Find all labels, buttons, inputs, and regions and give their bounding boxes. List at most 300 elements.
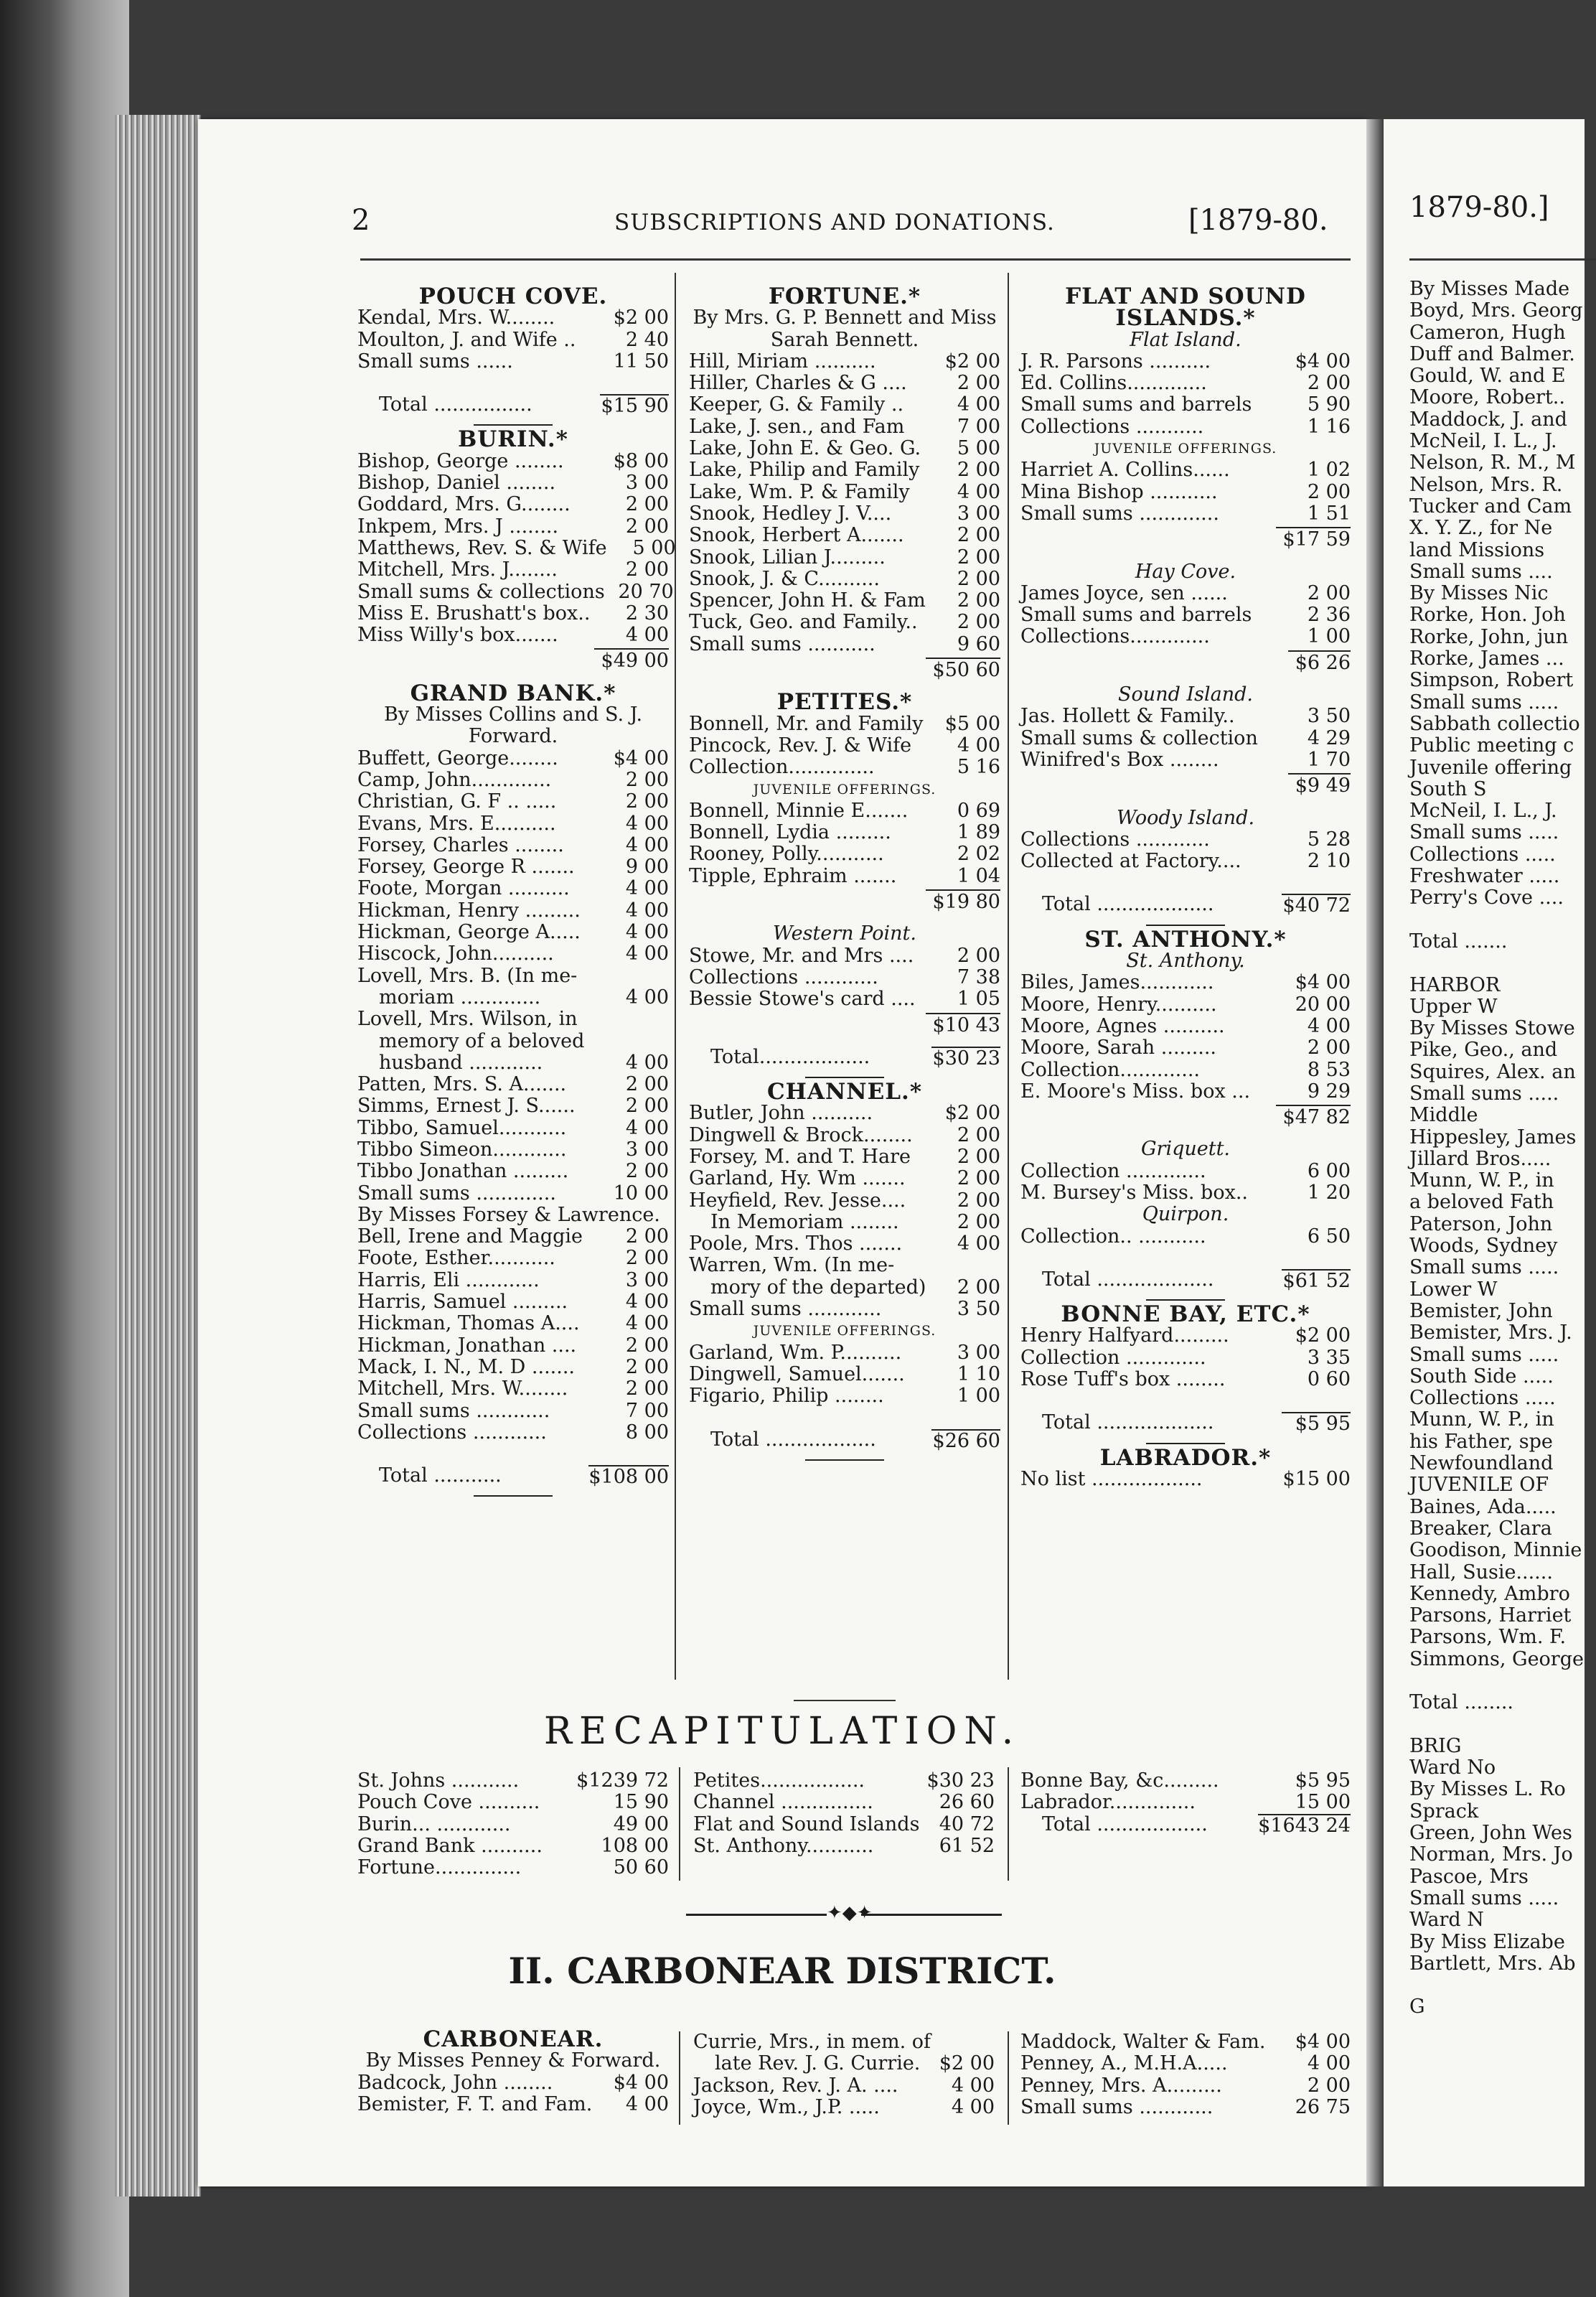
entry-row [357, 307, 669, 329]
entry-row [689, 1146, 1000, 1168]
next-page-line: Moore, Robert.. [1409, 386, 1565, 409]
column-2 [689, 286, 1000, 1464]
next-page-line: JUVENILE OF [1409, 1474, 1549, 1497]
section-rule [805, 1077, 884, 1078]
entry-amount: 5 16 [957, 756, 1000, 779]
entry-amount: 4 00 [625, 877, 669, 900]
subsection-heading: Woody Island. [1116, 806, 1255, 829]
entry-amount: 5 28 [1307, 828, 1351, 851]
entry-row [689, 1299, 1000, 1320]
spacer [357, 373, 669, 394]
next-page-line: Munn, W. P., in [1409, 1408, 1554, 1431]
entry-row [357, 516, 669, 538]
entry-name: late Rev. J. G. Currie. [715, 2052, 921, 2075]
entry-row [1020, 972, 1351, 993]
entry-amount: 5 90 [1307, 393, 1351, 416]
section-rule [474, 1495, 553, 1497]
entry-name: Snook, Herbert A....... [689, 524, 904, 547]
entry-amount: $4 00 [1295, 971, 1351, 994]
entry-amount: 10 00 [613, 1182, 669, 1204]
district-col-1 [357, 2026, 669, 2115]
entry-amount: 4 00 [625, 812, 669, 835]
entry-row [357, 472, 669, 494]
entry-amount: 3 50 [1307, 705, 1351, 728]
district-divider [679, 2031, 680, 2125]
subsection-heading: Hay Cove. [1135, 560, 1236, 583]
entry-amount: 9 00 [625, 856, 669, 879]
left-page [198, 119, 1366, 2186]
entry-row [689, 634, 1000, 655]
next-page-line: G [1409, 1996, 1425, 2018]
entry-amount: $2 00 [944, 1102, 1000, 1125]
next-page-line: Parsons, Wm. F. [1409, 1626, 1567, 1649]
entry-name: Small sums and barrels [1020, 604, 1252, 627]
entry-name: Hickman, Henry ......... [357, 899, 581, 922]
entry-amount [931, 1255, 1000, 1276]
entry-amount: $2 00 [944, 350, 1000, 373]
next-page-line: By Miss Elizabe [1409, 1930, 1565, 1953]
entry-amount: 15 00 [1295, 1791, 1351, 1814]
entry-amount: $2 00 [613, 307, 669, 329]
entry-amount: 26 75 [1295, 2095, 1351, 2118]
total-row [1020, 1412, 1351, 1435]
entry-amount: 4 00 [625, 986, 669, 1009]
entry-name: Foote, Morgan .......... [357, 877, 570, 900]
subtotal-amount: $50 60 [926, 658, 1000, 681]
section-heading: CHANNEL.* [766, 1079, 923, 1105]
entry-row [689, 1190, 1000, 1212]
entry-row [693, 2053, 995, 2074]
entry-row [357, 1291, 669, 1313]
entry-amount: 6 00 [1307, 1159, 1351, 1182]
recap-col-3 [1020, 1770, 1351, 1837]
entry-name: Lake, Wm. P. & Family [689, 480, 910, 503]
entry-name: Lovell, Mrs. B. (In me- [357, 964, 578, 987]
entry-row [357, 2094, 669, 2115]
entry-row [1020, 994, 1351, 1016]
entry-name: Lovell, Mrs. Wilson, in [357, 1008, 578, 1031]
entry-amount: $30 23 [932, 1047, 1000, 1070]
entry-name: Spencer, John H. & Fam [689, 589, 926, 612]
entry-amount: 1 10 [957, 1362, 1000, 1385]
entry-row [1020, 2053, 1351, 2074]
entry-row [357, 1335, 669, 1357]
entry-row [357, 1226, 669, 1248]
entry-name: Forsey, M. and T. Hare [689, 1145, 911, 1168]
page-number: 2 [352, 204, 370, 237]
entry-row [1020, 416, 1351, 438]
section-heading: BONNE BAY, ETC.* [1061, 1301, 1310, 1328]
entry-name: Grand Bank .......... [357, 1834, 543, 1857]
entry-amount: 2 00 [1307, 372, 1351, 395]
entry-name: Joyce, Wm., J.P. ..... [693, 2095, 880, 2118]
entry-name: Labrador.............. [1020, 1791, 1196, 1814]
entry-row [689, 1233, 1000, 1255]
district-title: II. CARBONEAR DISTRICT. [508, 1950, 1056, 1992]
entry-name: No list .................. [1020, 1467, 1203, 1490]
entry-name: Small sums ............. [357, 1182, 556, 1204]
entry-amount: 2 00 [625, 1160, 669, 1183]
next-page-line [1409, 1975, 1584, 1996]
entry-amount: 49 00 [613, 1812, 669, 1835]
next-page-line: Small sums ..... [1409, 1082, 1559, 1105]
next-page-line: Tucker and Cam [1409, 495, 1572, 518]
entry-row [357, 329, 669, 351]
next-page-line: Squires, Alex. an [1409, 1060, 1576, 1083]
next-page-line: Nelson, Mrs. R. [1409, 473, 1563, 496]
entry-row [689, 503, 1000, 525]
next-page-line: Total ........ [1409, 1691, 1513, 1714]
next-page-line: Pike, Geo., and [1409, 1039, 1558, 1062]
entry-row [689, 1125, 1000, 1146]
next-page-line: Bemister, John [1409, 1299, 1553, 1322]
next-page-line: X. Y. Z., for Ne [1409, 517, 1553, 540]
entry-row [357, 1814, 669, 1835]
entry-amount [600, 1009, 669, 1030]
subsection-heading: Griquett. [1140, 1138, 1231, 1161]
next-page-line: Rorke, John, jun [1409, 625, 1569, 648]
entry-name: Mina Bishop ........... [1020, 480, 1218, 503]
entry-row [693, 2097, 995, 2118]
entry-name: Petites................. [693, 1769, 865, 1792]
juvenile-heading: JUVENILE OFFERINGS. [1094, 441, 1277, 457]
next-page-line: Cameron, Hugh [1409, 321, 1566, 344]
entry-row [1020, 829, 1351, 851]
next-page-line: Perry's Cove .... [1409, 886, 1564, 909]
next-page-line: Maddock, J. and [1409, 408, 1567, 431]
spacer [357, 1444, 669, 1465]
entry-name: Moore, Agnes .......... [1020, 1014, 1225, 1037]
next-page-line: Nelson, R. M., M [1409, 452, 1576, 474]
next-page-line: Small sums ..... [1409, 1886, 1559, 1909]
total-row [1020, 1269, 1351, 1292]
entry-name: Mack, I. N., M. D ....... [357, 1355, 575, 1378]
entry-amount: 2 00 [957, 1145, 1000, 1168]
ornament-rule [686, 1902, 1002, 1924]
subsection-heading: Sound Island. [1118, 683, 1253, 706]
entry-amount: 1 51 [1307, 502, 1351, 525]
entry-row [1020, 583, 1351, 604]
entry-amount: 2 00 [625, 1095, 669, 1118]
entry-amount: 9 60 [957, 632, 1000, 655]
entry-amount: $30 23 [926, 1769, 995, 1792]
entry-amount: 2 00 [957, 589, 1000, 612]
entry-amount: 0 69 [957, 799, 1000, 822]
next-page-line: Green, John Wes [1409, 1822, 1572, 1845]
next-page-line: Freshwater ..... [1409, 865, 1560, 888]
entry-name: James Joyce, sen ...... [1020, 581, 1228, 604]
next-page-line: By Misses Made [1409, 278, 1570, 300]
entry-amount: 2 36 [1307, 604, 1351, 627]
entry-row [693, 1770, 995, 1792]
entry-amount: $4 00 [1295, 350, 1351, 373]
entry-name: Total ................... [1042, 893, 1214, 916]
next-page-line: Sprack [1409, 1800, 1479, 1823]
entry-name: Camp, John............. [357, 768, 552, 791]
entry-row [1020, 1792, 1351, 1813]
entry-row [689, 822, 1000, 843]
next-page-line: Gould, W. and E [1409, 365, 1566, 388]
next-page-line: land Missions [1409, 538, 1545, 561]
entry-name: Small sums and barrels [1020, 393, 1252, 416]
section-rule [1146, 1443, 1225, 1444]
entry-row [357, 580, 674, 603]
subtotal [689, 892, 1000, 913]
entry-row [357, 536, 676, 559]
entry-row [357, 1074, 669, 1095]
entry-name: Garland, Hy. Wm ....... [689, 1167, 906, 1190]
subtotal-amount: $6 26 [1288, 650, 1351, 674]
entry-name: Total ................... [1042, 1411, 1214, 1434]
entry-amount: 2 00 [957, 1276, 1000, 1299]
entry-amount: 8 00 [625, 1421, 669, 1444]
entry-name: Maddock, Walter & Fam. [1020, 2031, 1266, 2053]
column-3 [1020, 286, 1351, 1490]
entry-name: Total .................. [710, 1428, 876, 1451]
entry-amount: 2 00 [957, 1210, 1000, 1233]
collector-line: By Mrs. G. P. Bennett and Miss Sarah Bennett. [693, 307, 997, 351]
entry-amount: 2 30 [625, 602, 669, 624]
entry-row [357, 494, 669, 515]
next-page-line: Bartlett, Mrs. Ab [1409, 1952, 1576, 1975]
entry-name: Penney, Mrs. A......... [1020, 2074, 1222, 2097]
entry-amount: 20 00 [1295, 993, 1351, 1016]
entry-name: Patten, Mrs. S. A....... [357, 1073, 567, 1096]
entry-amount: 3 35 [1307, 1346, 1351, 1369]
entry-amount: 3 00 [957, 502, 1000, 525]
entry-row [1020, 1369, 1351, 1390]
next-page-line: By Misses L. Ro [1409, 1778, 1566, 1801]
entry-name: Rose Tuff's box ........ [1020, 1368, 1226, 1391]
entry-name: Winifred's Box ........ [1020, 748, 1219, 771]
entry-amount: 2 00 [625, 558, 669, 581]
page-edges [115, 115, 201, 2197]
entry-row [689, 1103, 1000, 1124]
district-col-2 [693, 2031, 995, 2118]
juvenile-heading: JUVENILE OFFERINGS. [753, 1323, 937, 1339]
entry-amount: 2 00 [957, 1167, 1000, 1190]
entry-row [357, 1357, 669, 1378]
entry-name: Figario, Philip ........ [689, 1385, 884, 1408]
next-page-line: Rorke, Hon. Joh [1409, 604, 1566, 627]
collector-line: By Misses Collins and S. J. Forward. [383, 703, 643, 748]
entry-row [689, 459, 1000, 481]
book-binding [0, 0, 129, 2297]
entry-amount: 4 00 [625, 1312, 669, 1335]
section-heading: LABRADOR.* [1099, 1444, 1272, 1471]
entry-row [1020, 2031, 1351, 2053]
entry-row [1020, 1161, 1351, 1182]
entry-name: Pouch Cove .......... [357, 1791, 540, 1814]
entry-amount: 4 00 [625, 921, 669, 944]
entry-row [357, 900, 669, 922]
next-page-line: Rorke, James ... [1409, 647, 1564, 670]
next-page-line: Small sums ..... [1409, 691, 1559, 714]
entry-name: Collection............. [1020, 1058, 1200, 1081]
entry-name: Kendal, Mrs. W........ [357, 307, 555, 329]
entry-row [1020, 1182, 1351, 1204]
entry-amount: 4 00 [625, 1051, 669, 1074]
next-page-line: Jillard Bros..... [1409, 1147, 1552, 1170]
total-row [357, 1465, 669, 1488]
entry-name: Lake, Philip and Family [689, 459, 920, 482]
entry-row [1020, 1037, 1351, 1059]
entry-amount: 50 60 [613, 1856, 669, 1879]
next-page-line: Small sums ..... [1409, 821, 1559, 844]
entry-name: Bonne Bay, &c......... [1020, 1769, 1219, 1792]
entry-amount: 2 00 [625, 1073, 669, 1096]
ornament: ✦◆✦ [827, 1902, 873, 1924]
entry-amount: 2 10 [1307, 850, 1351, 873]
entry-row [1020, 503, 1351, 525]
subtotal [1020, 652, 1351, 674]
entry-name: Penney, A., M.H.A..... [1020, 2052, 1228, 2075]
entry-name: Tibbo Simeon............ [357, 1138, 567, 1161]
entry-name: Bonnell, Lydia ......... [689, 821, 891, 844]
spacer [1020, 872, 1351, 894]
column-divider [1008, 273, 1009, 1680]
entry-row [357, 1422, 669, 1444]
entry-amount: 2 00 [957, 524, 1000, 547]
entry-name: Tuck, Geo. and Family.. [689, 611, 918, 634]
entry-amount: $4 00 [1295, 2031, 1351, 2053]
spacer [689, 1408, 1000, 1429]
entry-amount: 7 38 [957, 965, 1000, 988]
entry-amount [600, 1031, 669, 1052]
entry-row [689, 416, 1000, 438]
entry-row [1020, 1081, 1351, 1103]
entry-amount: 8 53 [1307, 1058, 1351, 1081]
entry-amount: 4 00 [957, 393, 1000, 416]
entry-row [1020, 459, 1351, 481]
entry-name: Bell, Irene and Maggie [357, 1225, 583, 1248]
entry-name: By Misses Forsey & Lawrence. [357, 1203, 660, 1226]
entry-amount: $15 00 [1282, 1467, 1351, 1490]
next-page-line: Ward N [1409, 1909, 1484, 1932]
next-page-line: Pascoe, Mrs [1409, 1865, 1529, 1888]
entry-name: Foote, Esther........... [357, 1247, 555, 1270]
entry-amount: 11 50 [613, 350, 669, 373]
entry-row [357, 1095, 669, 1117]
entry-row [1020, 2097, 1351, 2118]
entry-amount: 3 00 [625, 1138, 669, 1161]
entry-amount: $8 00 [613, 449, 669, 472]
entry-name: Small sums ............ [357, 1399, 550, 1422]
entry-name: Butler, John .......... [689, 1102, 873, 1125]
entry-name: Goddard, Mrs. G........ [357, 493, 571, 516]
entry-name: Rooney, Polly........... [689, 843, 884, 866]
entry-name: E. Moore's Miss. box ... [1020, 1080, 1251, 1103]
entry-name: Bemister, F. T. and Fam. [357, 2092, 593, 2115]
entry-row [1020, 351, 1351, 373]
entry-amount: 2 00 [957, 546, 1000, 569]
entry-row [357, 1792, 669, 1813]
entry-name: Simms, Ernest J. S...... [357, 1095, 576, 1118]
entry-name: Stowe, Mr. and Mrs .... [689, 944, 914, 967]
entry-amount: 2 00 [1307, 2074, 1351, 2097]
total-row [689, 1429, 1000, 1452]
entry-row [689, 525, 1000, 546]
entry-row [689, 735, 1000, 757]
entry-amount: 3 00 [957, 1341, 1000, 1364]
entry-name: Badcock, John ........ [357, 2071, 553, 2094]
entry-row [693, 1835, 995, 1857]
entry-row [1020, 706, 1351, 727]
subsection-heading: St. Anthony. [1126, 950, 1245, 973]
entry-name: Collection ............. [1020, 1346, 1206, 1369]
entry-row [357, 856, 669, 878]
entry-amount: 6 50 [1307, 1225, 1351, 1248]
entry-amount: 5 00 [957, 437, 1000, 460]
entry-amount: $5 00 [944, 712, 1000, 735]
entry-row [357, 1052, 669, 1074]
section-heading: GRAND BANK.* [410, 680, 616, 706]
recap-title: RECAPITULATION. [543, 1710, 1021, 1753]
entry-row [1020, 728, 1351, 749]
entry-name: Jas. Hollett & Family.. [1020, 705, 1235, 728]
entry-amount: 4 00 [957, 480, 1000, 503]
entry-name: Harris, Samuel ......... [357, 1291, 568, 1314]
entry-row [693, 1792, 995, 1813]
entry-amount: 2 00 [625, 790, 669, 813]
entry-row [689, 800, 1000, 822]
entry-name: Collection.............. [689, 756, 875, 779]
carbonear-by: By Misses Penney & Forward. [365, 2049, 661, 2072]
subtotal [689, 660, 1000, 681]
entry-amount: 2 00 [1307, 480, 1351, 503]
entry-amount: 3 50 [957, 1298, 1000, 1321]
next-page-line: Simpson, Robert [1409, 669, 1574, 692]
next-page-line: Sabbath collectio [1409, 712, 1580, 735]
entry-name: Collections ............ [689, 965, 878, 988]
entry-name: Bessie Stowe's card .... [689, 988, 916, 1011]
entry-row [357, 987, 669, 1009]
next-page-line: Hippesley, James [1409, 1126, 1577, 1148]
entry-amount: $2 00 [939, 2052, 995, 2075]
entry-name: Pincock, Rev. J. & Wife [689, 734, 912, 757]
entry-name: Evans, Mrs. E.......... [357, 812, 556, 835]
entry-name: memory of a beloved [379, 1029, 585, 1052]
subsection-heading: Flat Island. [1130, 328, 1241, 351]
entry-amount: $5 95 [1295, 1769, 1351, 1792]
entry-row [357, 1118, 669, 1139]
entry-row [357, 1183, 669, 1204]
entry-row [357, 965, 669, 987]
entry-name: Hiller, Charles & G .... [689, 372, 907, 395]
juvenile-heading: JUVENILE OFFERINGS. [753, 781, 937, 797]
section-rule [1146, 925, 1225, 926]
entry-amount: 4 00 [957, 1232, 1000, 1255]
subtotal [1020, 1107, 1351, 1128]
entry-row [357, 603, 669, 624]
subtotal-amount: $17 59 [1276, 527, 1351, 551]
entry-name: St. Anthony........... [693, 1834, 874, 1857]
entry-amount: 61 52 [939, 1834, 995, 1857]
entry-amount: 3 00 [625, 472, 669, 495]
entry-amount: $4 00 [613, 747, 669, 769]
next-page-line: South Side ..... [1409, 1365, 1554, 1388]
entry-amount: 4 00 [625, 899, 669, 922]
entry-amount: 2 00 [957, 611, 1000, 634]
entry-row [357, 791, 669, 813]
entry-name: Small sums ...... [357, 350, 513, 373]
entry-row [689, 394, 1000, 416]
entry-amount: 1 05 [957, 988, 1000, 1011]
column-1 [357, 284, 676, 1500]
entry-name: Bishop, George ........ [357, 449, 564, 472]
entry-row [1020, 1814, 1351, 1837]
entry-amount: 2 00 [957, 459, 1000, 482]
